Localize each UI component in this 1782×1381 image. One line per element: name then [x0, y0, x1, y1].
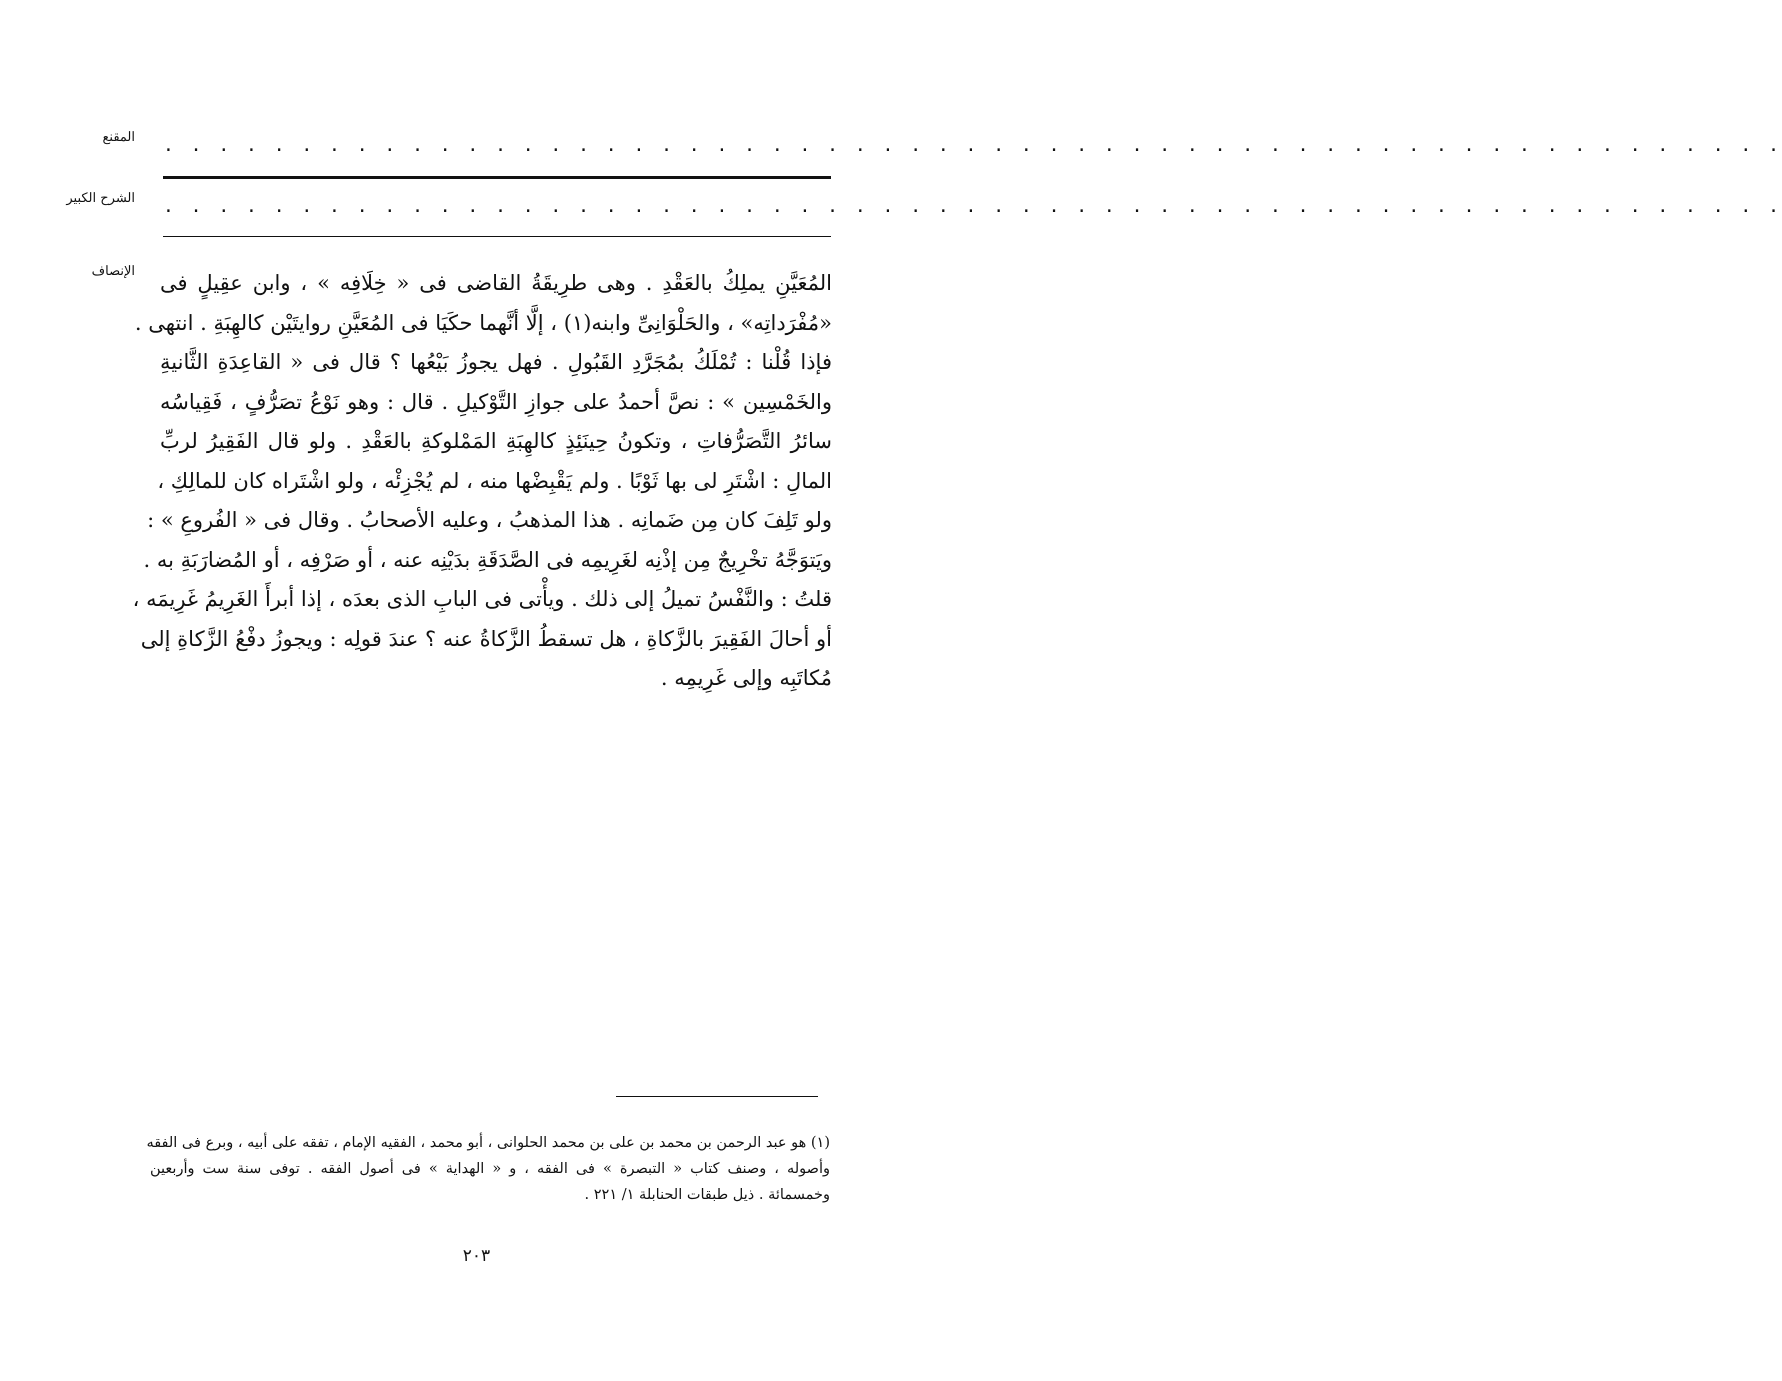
- footnote-line: وأصوله ، وصنف كتاب « التبصرة » فى الفقه ، و « الهداية » فى أصول الفقه . توفى سنة ست وأربعين: [150, 1161, 830, 1177]
- page-number: ٢٠٣: [462, 1246, 491, 1266]
- footnote-line: وخمسمائة . ذيل طبقات الحنابلة ١/ ٢٢١ .: [584, 1187, 830, 1203]
- muqni-label: المقنع: [102, 130, 135, 145]
- body-line: المالِ : اشْتَرِ لى بها ثَوْبًا . ولم يَقْبِضْها منه ، لم يُجْزِئْه ، ولو اشْتَراه كان للمالِكِ ،: [157, 468, 832, 493]
- body-line: ولو تَلِفَ كان مِن ضَمانِه . هذا المذهبُ ، وعليه الأصحابُ . وقال فى « الفُروعِ » :: [147, 508, 832, 532]
- sharh-label: الشرح الكبير: [66, 191, 135, 206]
- sharh-dotted-line: . . . . . . . . . . . . . . . . . . . . . . . . . . . . . . . . . . . . . . . . . . . . . . . . . . . . . . . . . . .: [163, 196, 1782, 217]
- footnote: [146, 1130, 830, 1208]
- footnote-line: (١) هو عبد الرحمن بن محمد بن على بن محمد الحلوانى ، أبو محمد ، الفقيه الإمام ، تفقه على أبيه ، وبرع فى الفقه: [146, 1135, 830, 1151]
- insaf-body-text: [132, 264, 832, 699]
- body-line: والخَمْسِين » : نصَّ أحمدُ على جوازِ التَّوْكيلِ . قال : وهو نَوْعُ تصَرُّفٍ ، فَقِياسُه: [160, 389, 832, 414]
- thin-separator-rule: [163, 236, 831, 237]
- body-line: سائرُ التَّصَرُّفاتِ ، وتكونُ حِينَئِذٍ كالهِبَةِ المَمْلوكةِ بالعَقْدِ . ولو قال الفَقِيرُ لربِّ: [160, 429, 832, 453]
- footnote-separator: [616, 1096, 818, 1097]
- body-line: مُكاتَبِه وإلى غَرِيمِه .: [660, 666, 832, 690]
- body-line: المُعَيَّنِ يملِكُ بالعَقْدِ . وهى طرِيقَةُ القاضى فى « خِلَافِه » ، وابن عقِيلٍ فى: [160, 271, 832, 295]
- muqni-dotted-line: . . . . . . . . . . . . . . . . . . . . . . . . . . . . . . . . . . . . . . . . . . . . . . . . . . . . . . . . . . .: [163, 135, 1782, 156]
- body-line: «مُفْرَداتِه» ، والحَلْوَانِىِّ وابنه(١) ، إلَّا أنَّهما حكَيَا فى المُعَيَّنِ روايتَيْن كالهِبَةِ . انتهى .: [134, 310, 832, 335]
- body-line: ويَتوَجَّهُ تخْرِيجٌ مِن إذْنِه لغَرِيمِه فى الصَّدَقَةِ بدَيْنِه عنه ، أو صَرْفِه ، أو المُضارَبَةِ به .: [143, 547, 832, 572]
- body-line: أو أحالَ الفَقِيرَ بالزَّكاةِ ، هل تسقطُ الزَّكاةُ عنه ؟ عندَ قولِه : ويجوزُ دفْعُ الزَّكاةِ إلى: [140, 626, 832, 651]
- body-line: قلتُ : والنَّفْسُ تميلُ إلى ذلك . ويأْتى فى البابِ الذى بعدَه ، إذا أبرأَ الغَرِيمُ غَرِيمَه ،: [132, 587, 832, 611]
- thick-separator-rule: [163, 176, 831, 179]
- body-line: فإذا قُلْنا : تُمْلَكُ بمُجَرَّدِ القَبُولِ . فهل يجوزُ بَيْعُها ؟ قال فى « القاعِدَةِ الثَّانيةِ: [160, 350, 832, 374]
- insaf-label: الإنصاف: [91, 264, 135, 279]
